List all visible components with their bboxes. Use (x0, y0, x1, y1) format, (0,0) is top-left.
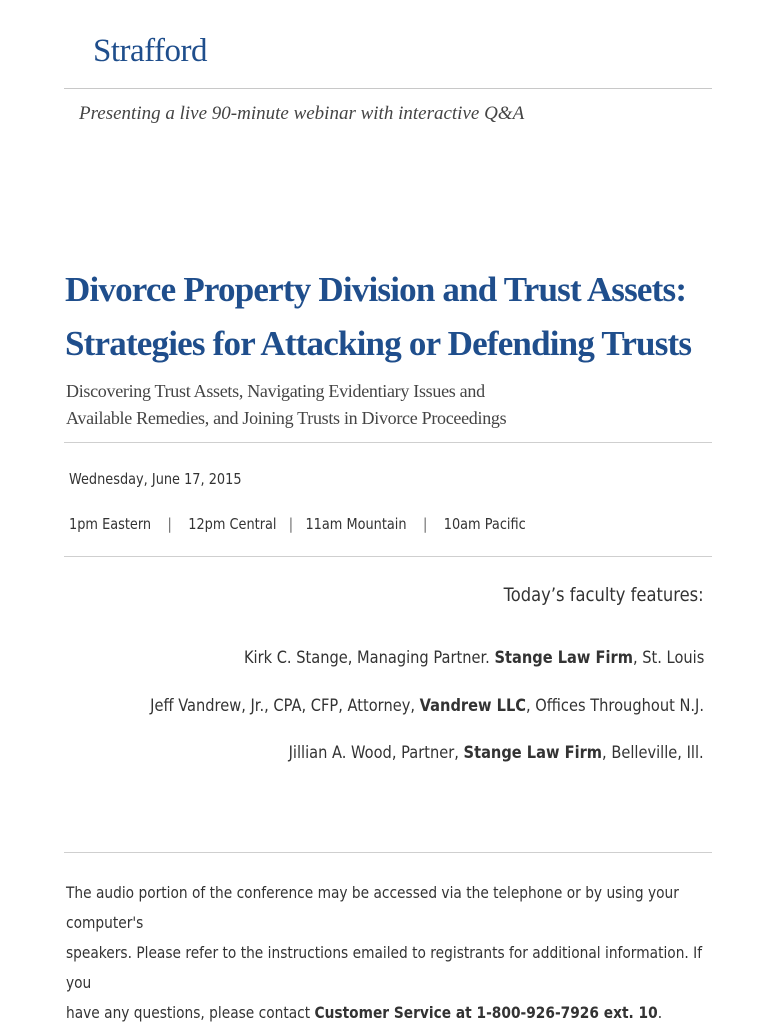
header-divider (64, 88, 712, 89)
webinar-title (65, 263, 745, 371)
customer-service-contact: Customer Service at 1-800-926-7926 ext. 10 (314, 1003, 658, 1022)
title-line-1: Divorce Property Division and Trust Assets: (65, 270, 687, 309)
subtitle-line-1: Discovering Trust Assets, Navigating Evidentiary Issues and (66, 381, 485, 401)
title-line-2: Strategies for Attacking or Defending Trusts (65, 324, 692, 363)
section-divider (64, 442, 712, 443)
footer-line-1: The audio portion of the conference may be accessed via the telephone or by using your computer's (66, 883, 679, 932)
webinar-subtitle (66, 378, 726, 432)
time-eastern: 1pm Eastern (69, 515, 152, 533)
time-pacific: 10am Pacific (443, 515, 526, 533)
speaker-1-location: , St. Louis (632, 648, 704, 668)
event-date: Wednesday, June 17, 2015 (69, 470, 242, 488)
strafford-logo: Strafford (93, 33, 208, 69)
time-separator: | (167, 515, 172, 533)
speaker-3-location: , Belleville, Ill. (602, 743, 704, 763)
speaker-1-firm: Stange Law Firm (494, 648, 633, 668)
subtitle-line-2: Available Remedies, and Joining Trusts in Divorce Proceedings (66, 408, 507, 428)
speaker-3-firm: Stange Law Firm (463, 743, 603, 763)
event-times (69, 515, 526, 533)
speaker-3 (289, 743, 704, 763)
time-separator: | (422, 515, 428, 533)
speaker-3-name: Jillian A. Wood, Partner, (288, 743, 464, 763)
time-separator: | (288, 515, 294, 533)
footer-line-2: speakers. Please refer to the instructions emailed to registrants for additional information. If you (66, 943, 703, 992)
speaker-1 (244, 648, 704, 668)
footer-contact-text: have any questions, please contact (66, 1003, 315, 1022)
audio-instructions (66, 878, 702, 1028)
footer-divider (64, 852, 712, 853)
section-divider (64, 556, 712, 557)
faculty-heading: Today’s faculty features: (503, 584, 704, 606)
speaker-2-firm: Vandrew LLC (419, 696, 526, 716)
footer-period: . (657, 1003, 663, 1022)
speaker-2-location: , Offices Throughout N.J. (525, 696, 704, 716)
speaker-1-name: Kirk C. Stange, Managing Partner. (243, 648, 495, 668)
time-central: 12pm Central (188, 515, 277, 533)
speaker-2-name: Jeff Vandrew, Jr., CPA, CFP, Attorney, (150, 696, 420, 716)
webinar-tagline: Presenting a live 90-minute webinar with interactive Q&A (79, 103, 525, 124)
time-mountain: 11am Mountain (305, 515, 407, 533)
speaker-2 (150, 696, 704, 716)
